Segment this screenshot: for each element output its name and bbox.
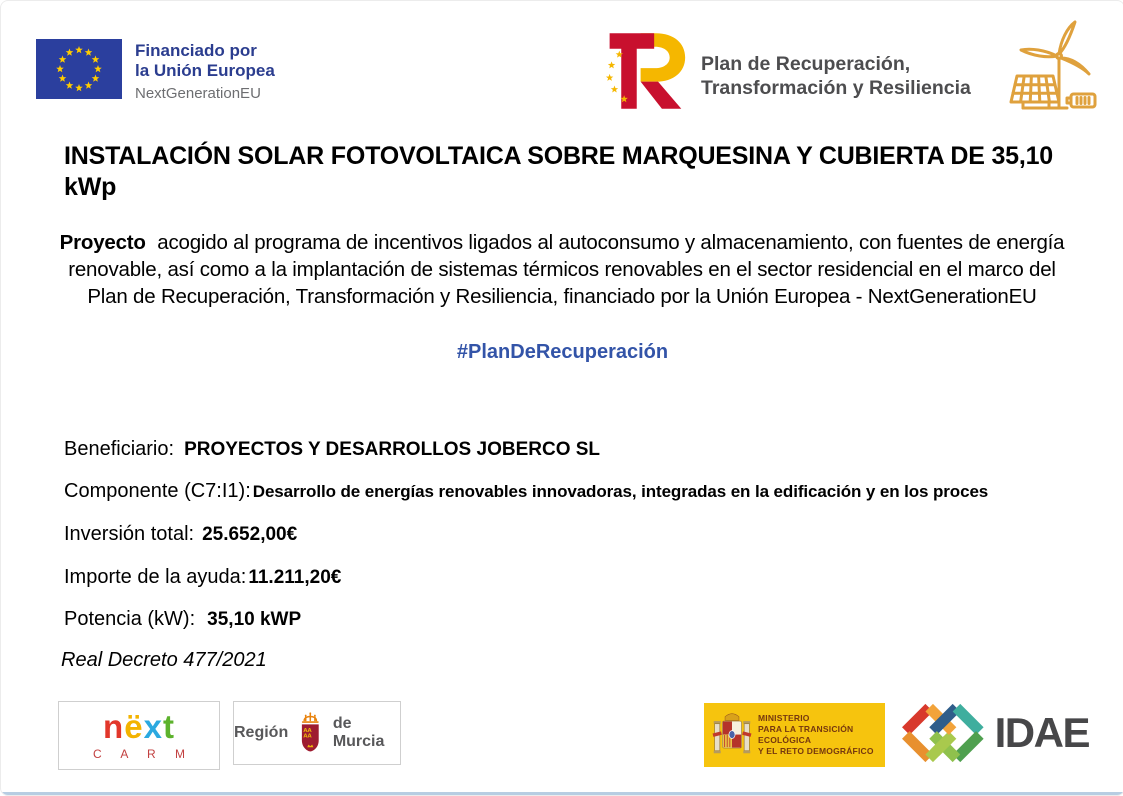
- field-beneficiario: [64, 438, 600, 461]
- murcia-label-left: Región: [234, 724, 289, 741]
- field-label: Importe de la ayuda:: [64, 566, 247, 588]
- field-label: Componente (C7:I1):: [64, 480, 251, 502]
- field-value: 11.211,20€: [248, 567, 342, 588]
- intro-paragraph: [57, 229, 1067, 310]
- svg-text:AA: AA: [303, 733, 312, 740]
- field-label: Inversión total:: [64, 523, 195, 545]
- next-wordmark: [103, 710, 175, 743]
- murcia-label-right: de Murcia: [332, 715, 385, 750]
- ministry-line2: PARA LA TRANSICIÓN ECOLÓGICA: [758, 723, 854, 745]
- prtr-title-line2: Transformación y Resiliencia: [701, 76, 971, 99]
- next-letter-n: n: [103, 708, 125, 745]
- hashtag-plan-de-recuperacion: #PlanDeRecuperación: [456, 341, 669, 363]
- field-label: Beneficiario:: [64, 438, 175, 460]
- spain-coat-of-arms-icon: [712, 710, 752, 760]
- carm-label: C A R M: [92, 747, 193, 761]
- idae-logo: [899, 699, 1089, 767]
- next-letter-e: ë: [124, 708, 144, 745]
- eu-flag-icon: [36, 39, 122, 99]
- field-value: 25.652,00€: [202, 524, 298, 545]
- field-importe-ayuda: [64, 566, 341, 589]
- prtr-logo-icon: [598, 27, 690, 115]
- page-title: INSTALACIÓN SOLAR FOTOVOLTAICA SOBRE MARQUESINA Y CUBIERTA DE 35,10 kWp: [64, 142, 1054, 201]
- intro-rest: acogido al programa de incentivos ligados al autoconsumo y almacenamiento, con fuentes de energía renovable, así como a la implantación de sistemas térmicos renovables en el sector residencial en el marco del Plan de Recuperación, Transformación y Resiliencia, financiado por la Unión Europea - NextGenerationEU: [68, 231, 1065, 309]
- idae-rings-icon: [899, 699, 987, 767]
- ministry-line3: Y EL RETO DEMOGRÁFICO: [758, 746, 874, 757]
- field-label: Potencia (kW):: [64, 608, 196, 630]
- field-value: Desarrollo de energías renovables innovadoras, integradas en la edificación y en los proces: [252, 482, 989, 501]
- prtr-title: [701, 53, 971, 101]
- next-letter-x: x: [143, 708, 163, 745]
- next-letter-t: t: [162, 708, 175, 745]
- eu-funded-line2: la Unión Europea: [135, 61, 275, 81]
- intro-lead: Proyecto: [59, 231, 146, 254]
- ministry-logo: [704, 703, 885, 767]
- field-value: 35,10 kWP: [207, 609, 302, 630]
- field-value: PROYECTOS Y DESARROLLOS JOBERCO SL: [184, 439, 601, 460]
- prtr-title-line1: Plan de Recuperación,: [701, 53, 911, 75]
- field-componente: [64, 480, 988, 503]
- nextgeneu-label: NextGenerationEU: [135, 85, 261, 103]
- next-carm-logo: [58, 701, 220, 770]
- ministry-line1: MINISTERIO: [758, 712, 810, 723]
- eu-funded-line1: Financiado por: [135, 41, 257, 60]
- region-de-murcia-logo: [233, 701, 401, 765]
- field-inversion-total: [64, 523, 297, 546]
- svg-text:AA: AA: [303, 728, 312, 734]
- murcia-shield-icon: [295, 704, 326, 760]
- legal-note: Real Decreto 477/2021: [61, 649, 267, 671]
- ministry-title: [758, 713, 885, 757]
- field-potencia: [64, 608, 301, 631]
- eu-funding-text: [135, 41, 275, 103]
- solar-wind-battery-icon: [1001, 15, 1101, 125]
- idae-wordmark: IDAE: [994, 709, 1089, 756]
